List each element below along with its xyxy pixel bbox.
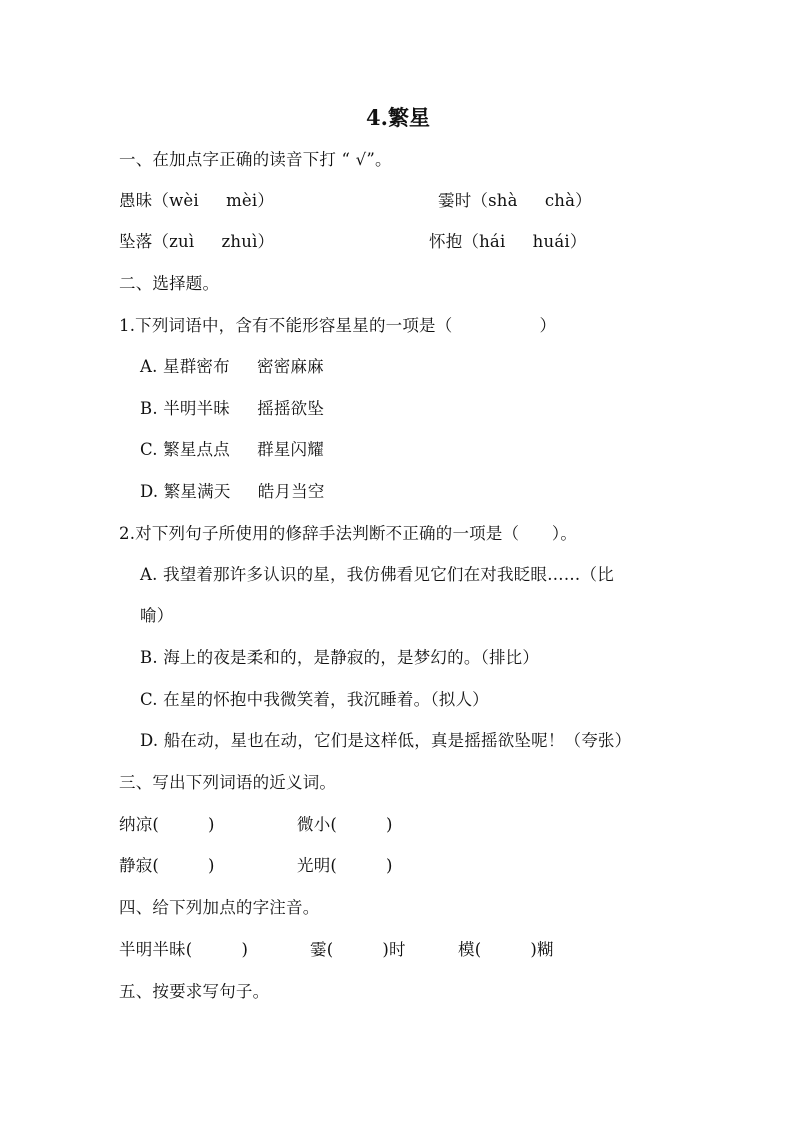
- phonetic-item-3: 模( )糊: [458, 940, 554, 959]
- section3-heading: 三、写出下列词语的近义词。: [119, 773, 337, 792]
- section1-heading: 一、在加点字正确的读音下打 “ √”。: [119, 150, 392, 169]
- section2-heading: 二、选择题。: [119, 274, 220, 293]
- section4-heading: 四、给下列加点的字注音。: [119, 898, 320, 917]
- pinyin-pair-2: 霎时（shà chà）: [438, 191, 592, 210]
- question-1-option-a: A. 星群密布 密密麻麻: [140, 357, 324, 376]
- synonym-item-3: 静寂( ): [119, 856, 215, 875]
- question-2-option-a: A. 我望着那许多认识的星，我仿佛看见它们在对我眨眼……（比: [140, 565, 614, 584]
- question-1-option-b: B. 半明半昧 摇摇欲坠: [140, 399, 325, 418]
- page-title: 4.繁星: [366, 105, 430, 130]
- pinyin-pair-4: 怀抱（hái huái）: [429, 232, 587, 251]
- pinyin-pair-1: 愚昧（wèi mèi）: [119, 191, 275, 210]
- synonym-item-1: 纳凉( ): [119, 815, 215, 834]
- question-2-stem: 2.对下列句子所使用的修辞手法判断不正确的一项是（ ）。: [119, 524, 578, 543]
- phonetic-item-1: 半明半昧( ): [119, 940, 249, 959]
- phonetic-item-2: 霎( )时: [310, 940, 406, 959]
- question-2-option-d: D. 船在动，星也在动，它们是这样低，真是摇摇欲坠呢！（夸张）: [140, 731, 632, 750]
- question-2-option-a-continued: 喻）: [140, 606, 174, 625]
- question-1-option-c: C. 繁星点点 群星闪耀: [140, 440, 324, 459]
- question-2-option-b: B. 海上的夜是柔和的，是静寂的，是梦幻的。（排比）: [140, 648, 540, 667]
- question-1-option-d: D. 繁星满天 皓月当空: [140, 482, 325, 501]
- synonym-item-4: 光明( ): [297, 856, 393, 875]
- synonym-item-2: 微小( ): [297, 815, 393, 834]
- pinyin-pair-3: 坠落（zuì zhuì）: [119, 232, 275, 251]
- question-1-stem: 1.下列词语中，含有不能形容星星的一项是（ ）: [119, 316, 557, 335]
- section5-heading: 五、按要求写句子。: [119, 982, 270, 1001]
- question-2-option-c: C. 在星的怀抱中我微笑着，我沉睡着。（拟人）: [140, 690, 489, 709]
